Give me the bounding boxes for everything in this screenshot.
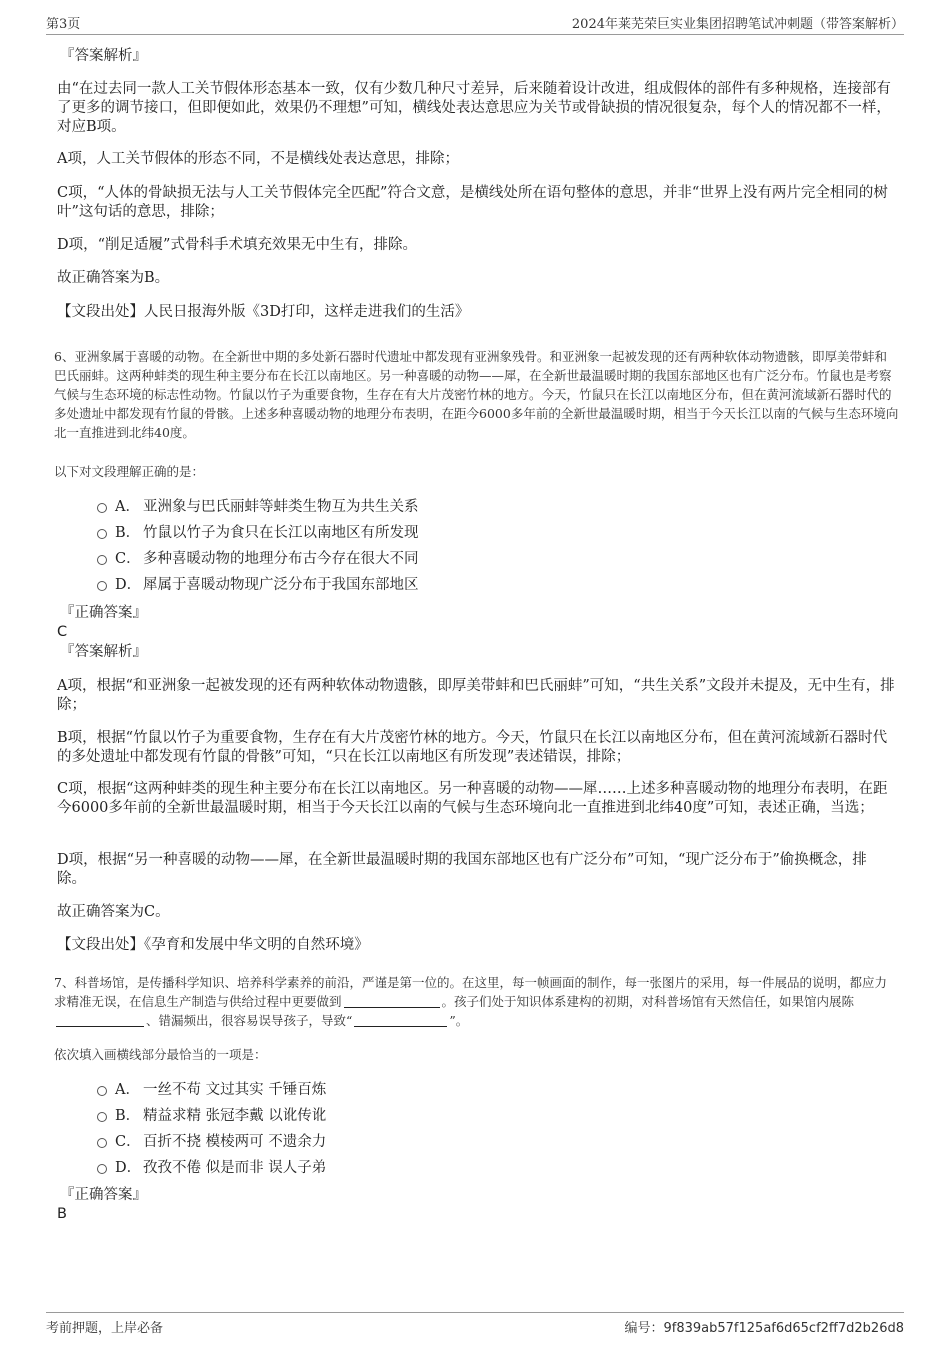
q7-option-d[interactable]: D． 孜孜不倦 似是而非 误人子弟 [97,1158,326,1178]
fill-blank-2 [56,1014,144,1027]
q6-option-d[interactable]: D． 犀属于喜暖动物现广泛分布于我国东部地区 [97,575,419,595]
radio-icon[interactable] [97,581,107,591]
q6-answer: C [57,624,68,640]
q6-analysis-c: C项，根据“这两种蚌类的现生种主要分布在长江以南地区。另一种喜暖的动物——犀……上述多种喜暖动物的地理分布表明，在距今6000多年前的全新世最温暖时期，相当于今天长江以南的气候与生态环境向北一直推进到北纬40度”可知，表述正确，当选； [57,781,888,816]
q6-conclusion: 故正确答案为C。 [57,904,170,920]
q6-analysis-d: D项，根据“另一种喜暖的动物——犀，在全新世最温暖时期的我国东部地区也有广泛分布”可知，“现广泛分布于”偷换概念，排除。 [57,852,867,887]
q5-analysis-para3: C项，“人体的骨缺损无法与人工关节假体完全匹配”符合文意，是横线处所在语句整体的意思，并非“世界上没有两片完全相同的树叶”这句话的意思，排除； [57,185,888,220]
q6-analysis-heading: 『答案解析』 [60,644,147,660]
q6-stem: 6、亚洲象属于喜暖的动物。在全新世中期的多处新石器时代遗址中都发现有亚洲象残骨。和亚洲象一起被发现的还有两种软体动物遗骸，即厚美带蚌和巴氏丽蚌。这两种蚌类的现生种主要分布在长江以南地区。另一种喜暖的动物——犀，在全新世最温暖时期的我国东部地区也有广泛分布。竹鼠也是考察气候与生态环境的标志性动物。竹鼠以竹子为重要食物，生存在有大片茂密竹林的地方。今天，竹鼠只在长江以南地区分布，但在黄河流域新石器时代的多处遗址中都发现有竹鼠的骨骸。上述多种喜暖动物的地理分布表明，在距今6000多年前的全新世最温暖时期，相当于今天长江以南的气候与生态环境向北一直推进到北纬40度。 [54,349,899,440]
page-number: 第3页 [46,17,81,32]
q6-analysis-a: A项，根据“和亚洲象一起被发现的还有两种软体动物遗骸，即厚美带蚌和巴氏丽蚌”可知，“共生关系”文段并未提及，无中生有，排除； [57,678,895,713]
footer-slogan: 考前押题，上岸必备 [46,1321,164,1336]
q6-option-c[interactable]: C． 多种喜暖动物的地理分布古今存在很大不同 [97,549,419,569]
page-header [46,10,904,35]
radio-icon[interactable] [97,503,107,513]
q6-analysis-b: B项，根据“竹鼠以竹子为重要食物，生存在有大片茂密竹林的地方。今天，竹鼠只在长江以南地区分布，但在黄河流域新石器时代的多处遗址中都发现有竹鼠的骨骸”可知，“只在长江以南地区有所发现”表述错误，排除； [57,730,888,765]
q6-option-a[interactable]: A． 亚洲象与巴氏丽蚌等蚌类生物互为共生关系 [97,497,419,517]
q5-analysis-para2: A项，人工关节假体的形态不同，不是横线处表达意思，排除； [57,151,459,167]
q7-option-c[interactable]: C． 百折不挠 模棱两可 不遗余力 [97,1132,326,1152]
radio-icon[interactable] [97,555,107,565]
q7-answer: B [57,1206,67,1222]
q6-answer-heading: 『正确答案』 [60,605,147,621]
document-title: 2024年莱芜荣巨实业集团招聘笔试冲刺题（带答案解析） [571,17,904,32]
q7-option-a[interactable]: A． 一丝不苟 文过其实 千锤百炼 [97,1080,326,1100]
fill-blank-1 [344,995,440,1008]
fill-blank-3 [354,1014,447,1027]
q6-option-b[interactable]: B． 竹鼠以竹子为食只在长江以南地区有所发现 [97,523,419,543]
radio-icon[interactable] [97,529,107,539]
footer-code: 编号：9f839ab57f125af6d65cf2ff7d2b26d8 [624,1321,904,1336]
radio-icon[interactable] [97,1164,107,1174]
q6-prompt: 以下对文段理解正确的是： [54,464,205,479]
q5-conclusion: 故正确答案为B。 [57,270,170,286]
q5-analysis-para1: 由“在过去同一款人工关节假体形态基本一致，仅有少数几种尺寸差异，后来随着设计改进，组成假体的部件有多种规格，连接部有了更多的调节接口，但即便如此，效果仍不理想”可知，横线处表达意思应为关节或骨缺损的情况很复杂，每个人的情况都不一样，对应B项。 [57,81,891,135]
radio-icon[interactable] [97,1086,107,1096]
radio-icon[interactable] [97,1112,107,1122]
radio-icon[interactable] [97,1138,107,1148]
q6-source: 【文段出处】《孕育和发展中华文明的自然环境》 [57,937,369,953]
q5-analysis-heading: 『答案解析』 [60,48,147,64]
q5-analysis-para4: D项，“削足适履”式骨科手术填充效果无中生有，排除。 [57,237,417,253]
q5-source: 【文段出处】人民日报海外版《3D打印，这样走进我们的生活》 [57,304,470,320]
q7-option-b[interactable]: B． 精益求精 张冠李戴 以讹传讹 [97,1106,326,1126]
q7-answer-heading: 『正确答案』 [60,1187,147,1203]
q7-stem: 7、科普场馆，是传播科学知识、培养科学素养的前沿，严谨是第一位的。在这里，每一帧画面的制作，每一张图片的采用，每一件展品的说明，都应力求精准无误，在信息生产制造与供给过程中更要做到 。孩子们处于知识体系建构的初期，对科普场馆有天然信任，如果馆内展陈、错漏频出，很容易误导孩子，导致“ ”。 [54,975,887,1028]
q7-prompt: 依次填入画横线部分最恰当的一项是： [54,1047,267,1062]
page-footer [46,1312,904,1343]
